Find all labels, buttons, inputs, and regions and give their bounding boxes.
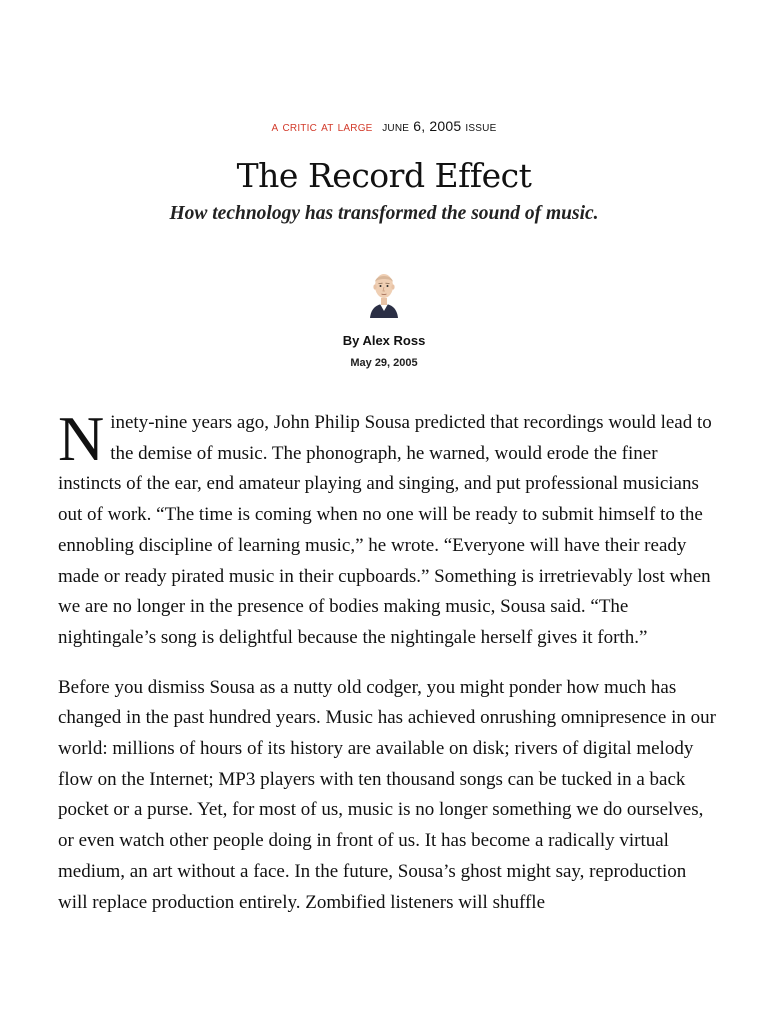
publish-date: May 29, 2005 <box>350 357 418 369</box>
article-body <box>58 403 718 937</box>
paragraph: Before you dismiss Sousa as a nutty old codger, you might ponder how much has changed in the past hundred years. Music has achieved onrushing omnipresence in our world: millions of hours of its history are available on disk; rivers of digital melody flow on the Internet; MP3 players with ten thousand songs can be tucked in a back pocket or a purse. Yet, for most of us, music is no longer something we do ourselves, or even watch other people doing in front of us. It has become a radically virtual medium, an art without a face. In the future, Sousa’s ghost might say, reproduction will replace production entirely. Zombified listeners will shuffle <box>58 676 716 913</box>
byline-prefix: By <box>342 333 363 348</box>
rubric <box>0 118 768 134</box>
article-headline: The Record Effect <box>236 156 532 195</box>
section-link[interactable]: a critic at large <box>271 118 373 134</box>
issue-link[interactable]: june 6, 2005 issue <box>382 118 497 134</box>
author-name-link[interactable]: Alex Ross <box>362 333 426 348</box>
author-portrait-icon <box>366 268 402 318</box>
byline <box>0 333 768 348</box>
drop-cap: N <box>58 403 105 474</box>
paragraph <box>58 403 718 654</box>
paragraph-text: inety-nine years ago, John Philip Sousa predicted that recordings would lead to the demise of music. The phonograph, he warned, would erode the finer instincts of the ear, end amateur playing and singing, and put professional musicians out of work. “The time is coming when no one will be ready to submit himself to the ennobling discipline of learning music,” he wrote. “Everyone will have their ready made or ready pirated music in their cupboards.” Something is irretrievably lost when we are no longer in the presence of bodies making music, Sousa said. “The nightingale’s song is delightful because the nightingale herself gives it forth.” <box>58 412 712 648</box>
article-dek: How technology has transformed the sound of music. <box>169 203 599 224</box>
